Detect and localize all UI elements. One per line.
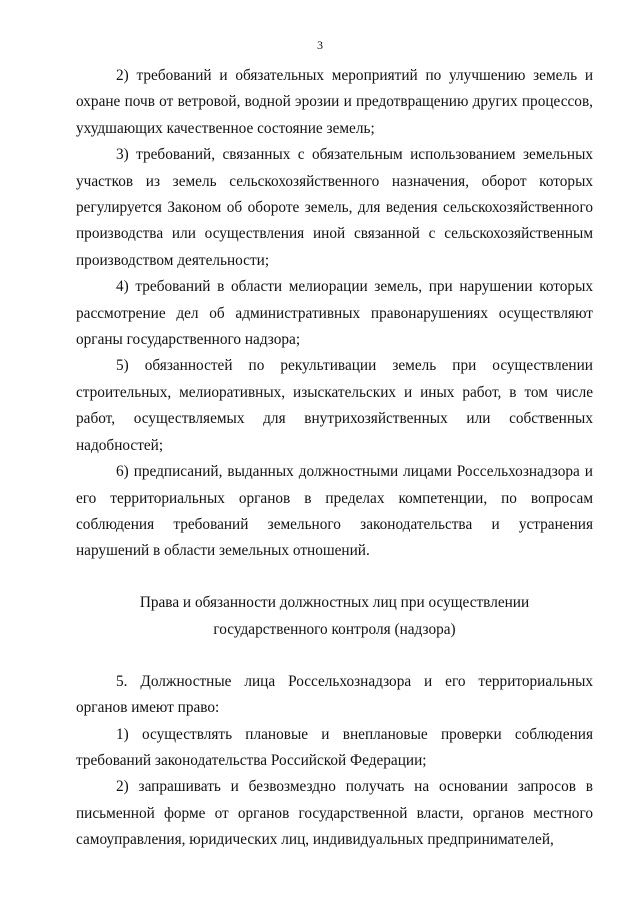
paragraph-item-2: 2) требований и обязательных мероприятий по улучшению земель и охране почв от ветровой, водной эрозии и предотвращению других процессов, ухудшающих качественное состояние земель;: [76, 67, 593, 137]
paragraph-right-1: 1) осуществлять плановые и внеплановые проверки соблюдения требований законодательства Российской Федерации;: [76, 725, 593, 769]
section-heading-line-1: Права и обязанности должностных лиц при осуществлении: [139, 593, 530, 611]
paragraph-right-2: 2) запрашивать и безвозмездно получать на основании запросов в письменной форме от органов государственной власти, органов местного самоуправления, юридических лиц, индивидуальных предпринимателей,: [76, 778, 593, 849]
paragraph-item-4: 4) требований в области мелиорации земель, при нарушении которых рассмотрение дел об административных правонарушениях осуществляют органы государственного надзора;: [76, 278, 593, 349]
paragraph-item-3: 3) требований, связанных с обязательным использованием земельных участков из земель сельскохозяйственного назначения, оборот которых регулируется Законом об обороте земель, для ведения сельскохозяйственного производства или осуществления иной связанной с сельскохозяйственным производством деятельности;: [76, 146, 593, 269]
document-body: [76, 63, 593, 854]
page-number: 3: [317, 38, 323, 52]
paragraph-item-5: 5) обязанностей по рекультивации земель при осуществлении строительных, мелиоративных, изыскательских и иных работ, в том числе работ, осуществляемых для внутрихозяйственных или собственных надобностей;: [76, 357, 593, 454]
section-heading: [76, 589, 593, 643]
paragraph-clause-5: 5. Должностные лица Россельхознадзора и его территориальных органов имеют право:: [76, 672, 593, 717]
section-heading-line-2: государственного контроля (надзора): [213, 620, 456, 638]
paragraph-item-6: 6) предписаний, выданных должностными лицами Россельхознадзора и его территориальных органов в пределах компетенции, по вопросам соблюдения требований земельного законодательства и устранения нарушений в области земельных отношений.: [76, 463, 593, 560]
